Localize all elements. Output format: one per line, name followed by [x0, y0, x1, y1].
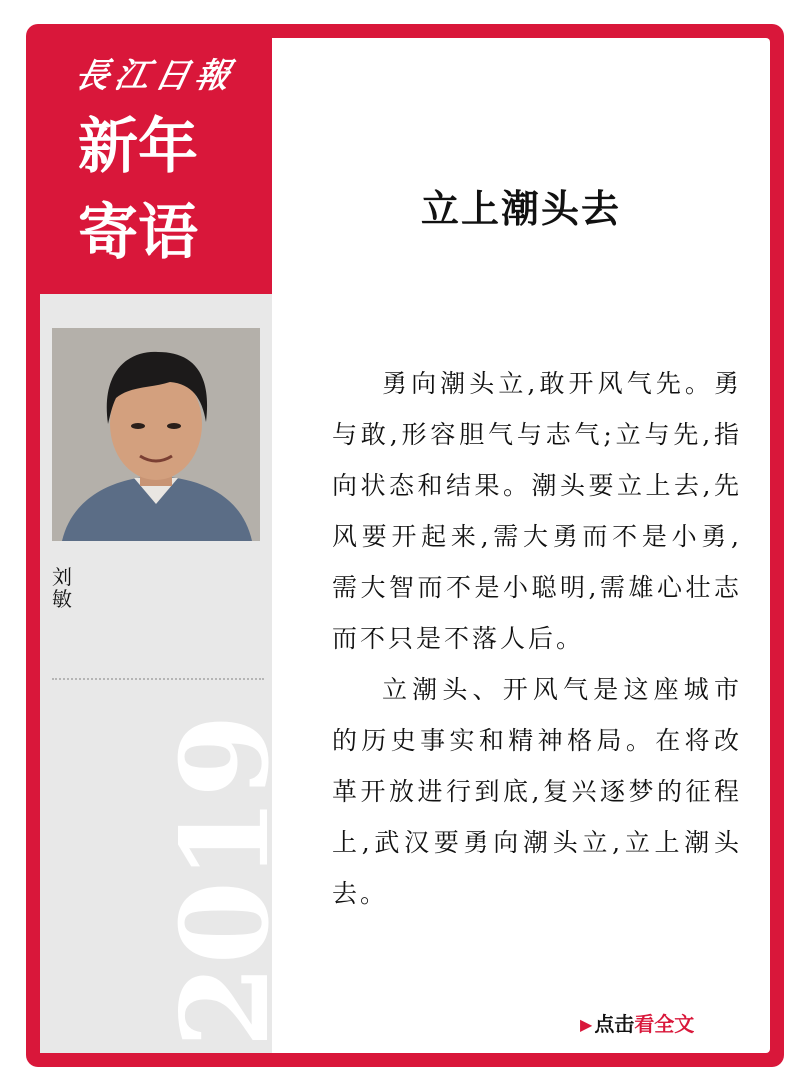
author-portrait-image — [52, 328, 260, 541]
sidebar — [40, 38, 296, 1053]
read-more-highlight: 看全文 — [634, 1012, 695, 1036]
read-more-prefix: 点击 — [594, 1012, 635, 1036]
author-name: 刘敏 — [52, 565, 72, 611]
article-title: 立上潮头去 — [420, 186, 621, 231]
new-year-message-card — [26, 24, 784, 1067]
play-triangle-icon: ▶ — [580, 1015, 593, 1034]
card-inner — [40, 38, 770, 1053]
newspaper-logo: 長江日報 — [71, 56, 240, 96]
article-paragraph: 立潮头、开风气是这座城市的历史事实和精神格局。在将改革开放进行到底,复兴逐梦的征程上,武汉要勇向潮头立,立上潮头去。 — [332, 675, 742, 908]
article-body — [332, 358, 742, 919]
read-full-text-link[interactable] — [580, 1008, 694, 1037]
year-watermark: 2019 — [155, 714, 296, 1048]
article-paragraph: 勇向潮头立,敢开风气先。勇与敢,形容胆气与志气;立与先,指向状态和结果。潮头要立上去,先风要开起来,需大勇而不是小勇,需大智而不是小聪明,需雄心壮志而不只是不落人后。 — [332, 369, 742, 653]
article-panel — [272, 38, 770, 1053]
column-title: 新年寄语 — [78, 112, 198, 268]
dotted-divider — [52, 678, 264, 680]
masthead — [40, 38, 272, 294]
author-photo — [52, 328, 260, 541]
